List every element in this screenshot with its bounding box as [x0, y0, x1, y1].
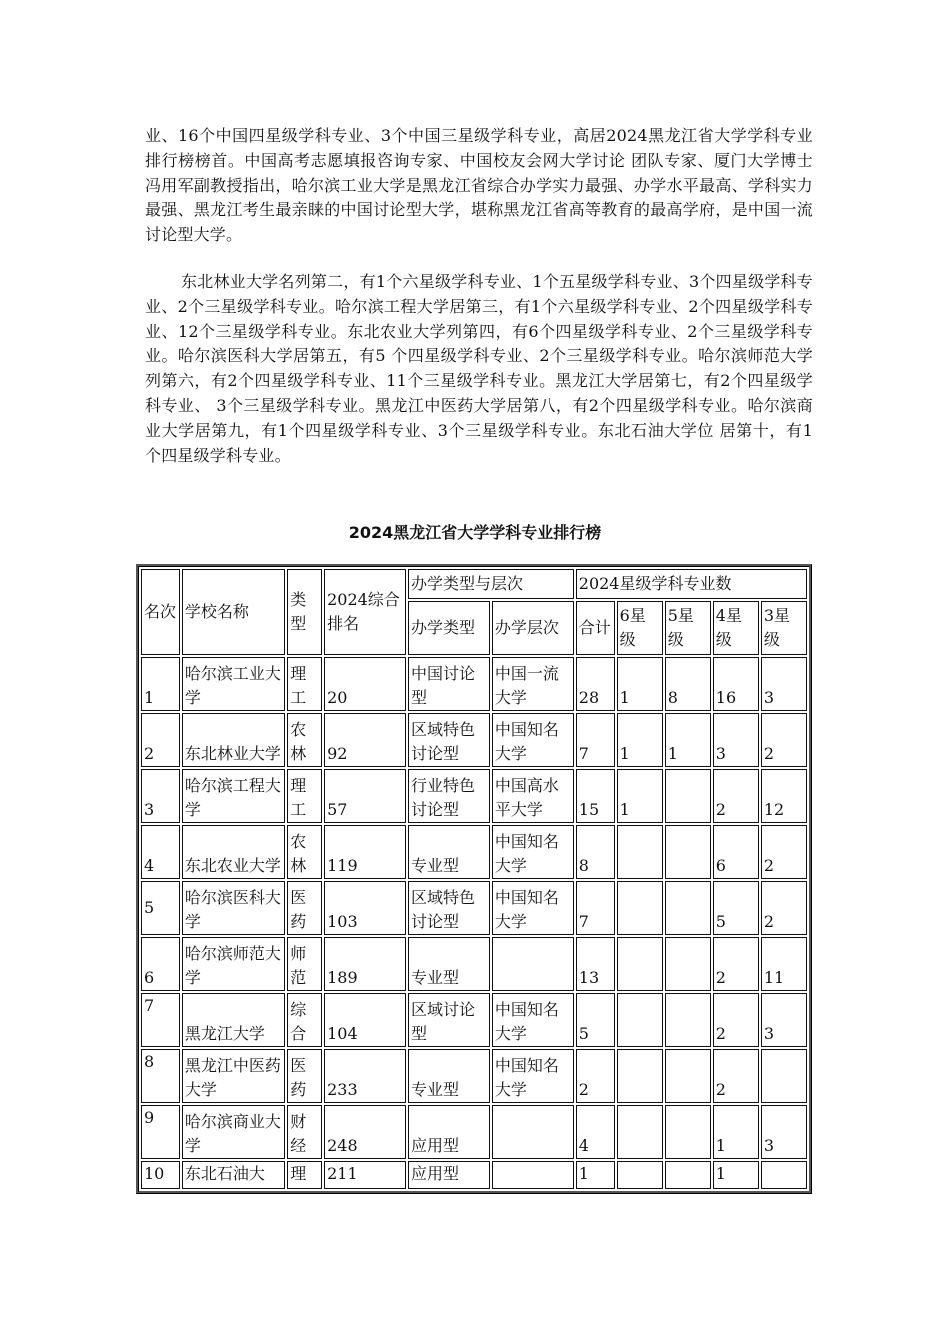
header-star6: 6星级 [617, 601, 663, 655]
cell-star3: 2 [761, 713, 807, 767]
header-run-level: 办学层次 [492, 601, 574, 655]
cell-run-type: 区域特色讨论型 [408, 881, 490, 935]
cell-star5 [665, 1105, 711, 1159]
cell-total: 1 [576, 1161, 615, 1189]
cell-overall: 20 [324, 657, 406, 711]
cell-star6 [617, 937, 663, 991]
cell-star6: 1 [617, 657, 663, 711]
cell-run-level: 中国知名大学 [492, 825, 574, 879]
cell-star3: 11 [761, 937, 807, 991]
intro-paragraph-1: 业、16个中国四星级学科专业、3个中国三星级学科专业，高居2024黑龙江省大学学科专业排行榜榜首。中国高考志愿填报咨询专家、中国校友会网大学讨论 团队专家、厦门大学博士冯用军副教授指出，哈尔滨工业大学是黑龙江省综合办学实力最强、办学水平最高、学科实力最强、黑龙江考生最亲睐的中国讨论型大学，堪称黑龙江省高等教育的最高学府，是中国一流讨论型大学。 [145, 126, 813, 245]
cell-overall: 248 [324, 1105, 406, 1159]
cell-star5 [665, 993, 711, 1047]
cell-star6 [617, 825, 663, 879]
cell-total: 15 [576, 769, 615, 823]
header-row-1 [141, 569, 807, 599]
cell-total: 7 [576, 713, 615, 767]
cell-overall: 119 [324, 825, 406, 879]
intro-paragraph-2: 东北林业大学名列第二，有1个六星级学科专业、1个五星级学科专业、3个四星级学科专业、2个三星级学科专业。哈尔滨工程大学居第三，有1个六星级学科专业、2个四星级学科专业、12个三星级学科专业。东北农业大学列第四，有6个四星级学科专业、2个三星级学科专业。哈尔滨医科大学居第五，有5 个四星级学科专业、2个三星级学科专业。哈尔滨师范大学列第六，有2个四星级学科专业、11个三星级学科专业。黑龙江大学居第七，有2个四星级学科专业、 3个三星级学科专业。黑龙江中医药大学居第八，有2个四星级学科专业。哈尔滨商业大学居第九，有1个四星级学科专业、3个三星级学科专业。东北石油大学位 居第十，有1个四星级学科专业。 [145, 272, 813, 465]
cell-star6: 1 [617, 769, 663, 823]
cell-overall: 211 [324, 1161, 406, 1189]
cell-type: 师范 [287, 937, 322, 991]
cell-school: 哈尔滨师范大学 [182, 937, 285, 991]
cell-overall: 233 [324, 1049, 406, 1103]
cell-rank: 5 [141, 881, 180, 935]
cell-star5 [665, 769, 711, 823]
cell-school: 哈尔滨工程大学 [182, 769, 285, 823]
cell-star5 [665, 881, 711, 935]
cell-star5 [665, 1049, 711, 1103]
header-total: 合计 [576, 601, 615, 655]
cell-star3 [761, 1049, 807, 1103]
cell-run-type: 应用型 [408, 1105, 490, 1159]
cell-total: 28 [576, 657, 615, 711]
table-row [141, 881, 807, 935]
cell-star3: 3 [761, 993, 807, 1047]
cell-total: 7 [576, 881, 615, 935]
cell-run-type: 应用型 [408, 1161, 490, 1189]
cell-run-level: 中国一流大学 [492, 657, 574, 711]
cell-star4: 5 [713, 881, 759, 935]
header-group-star: 2024星级学科专业数 [576, 569, 807, 599]
cell-overall: 92 [324, 713, 406, 767]
table-row [141, 825, 807, 879]
cell-star4: 1 [713, 1161, 759, 1189]
cell-type: 医药 [287, 881, 322, 935]
header-school: 学校名称 [182, 569, 285, 655]
cell-star3: 3 [761, 657, 807, 711]
cell-school: 黑龙江中医药大学 [182, 1049, 285, 1103]
header-star4: 4星级 [713, 601, 759, 655]
table-row [141, 993, 807, 1047]
cell-run-level [492, 937, 574, 991]
cell-school: 哈尔滨商业大学 [182, 1105, 285, 1159]
cell-rank: 7 [141, 993, 180, 1047]
cell-star3: 2 [761, 881, 807, 935]
cell-run-type: 区域特色讨论型 [408, 713, 490, 767]
cell-run-level [492, 1161, 574, 1189]
cell-star4: 2 [713, 937, 759, 991]
cell-type: 农林 [287, 825, 322, 879]
cell-star4: 3 [713, 713, 759, 767]
cell-total: 13 [576, 937, 615, 991]
cell-star6: 1 [617, 713, 663, 767]
header-star5: 5星级 [665, 601, 711, 655]
table-row [141, 1049, 807, 1103]
cell-run-level: 中国知名大学 [492, 713, 574, 767]
cell-overall: 104 [324, 993, 406, 1047]
cell-total: 2 [576, 1049, 615, 1103]
cell-star3: 12 [761, 769, 807, 823]
cell-star5: 1 [665, 713, 711, 767]
cell-run-level [492, 1105, 574, 1159]
cell-type: 农林 [287, 713, 322, 767]
cell-type: 理工 [287, 657, 322, 711]
cell-star5: 8 [665, 657, 711, 711]
header-group-run: 办学类型与层次 [408, 569, 574, 599]
cell-star5 [665, 937, 711, 991]
cell-star5 [665, 825, 711, 879]
cell-rank: 10 [141, 1161, 180, 1189]
cell-school: 东北林业大学 [182, 713, 285, 767]
cell-star6 [617, 1105, 663, 1159]
cell-star4: 6 [713, 825, 759, 879]
cell-star6 [617, 993, 663, 1047]
cell-star6 [617, 1161, 663, 1189]
cell-total: 5 [576, 993, 615, 1047]
header-overall-rank: 2024综合排名 [324, 569, 406, 655]
cell-run-type: 中国讨论型 [408, 657, 490, 711]
cell-star3 [761, 1161, 807, 1189]
cell-type: 理 [287, 1161, 322, 1189]
cell-run-type: 专业型 [408, 1049, 490, 1103]
cell-star4: 2 [713, 1049, 759, 1103]
cell-rank: 9 [141, 1105, 180, 1159]
cell-star4: 2 [713, 769, 759, 823]
cell-type: 财经 [287, 1105, 322, 1159]
cell-star4: 2 [713, 993, 759, 1047]
header-type: 类型 [287, 569, 322, 655]
table-row [141, 769, 807, 823]
cell-overall: 189 [324, 937, 406, 991]
cell-run-type: 区域讨论型 [408, 993, 490, 1047]
header-rank: 名次 [141, 569, 180, 655]
table-row [141, 657, 807, 711]
header-run-type: 办学类型 [408, 601, 490, 655]
cell-run-level: 中国知名大学 [492, 881, 574, 935]
cell-school: 黑龙江大学 [182, 993, 285, 1047]
cell-rank: 3 [141, 769, 180, 823]
cell-run-type: 专业型 [408, 937, 490, 991]
cell-overall: 57 [324, 769, 406, 823]
cell-run-level: 中国高水平大学 [492, 769, 574, 823]
cell-school: 东北石油大 [182, 1161, 285, 1189]
cell-rank: 2 [141, 713, 180, 767]
cell-run-level: 中国知名大学 [492, 1049, 574, 1103]
cell-overall: 103 [324, 881, 406, 935]
cell-type: 医药 [287, 1049, 322, 1103]
cell-run-type: 行业特色讨论型 [408, 769, 490, 823]
cell-rank: 1 [141, 657, 180, 711]
cell-rank: 4 [141, 825, 180, 879]
cell-star4: 1 [713, 1105, 759, 1159]
cell-star6 [617, 1049, 663, 1103]
table-row [141, 713, 807, 767]
table-row [141, 1161, 807, 1189]
table-row [141, 1105, 807, 1159]
cell-rank: 6 [141, 937, 180, 991]
cell-school: 哈尔滨医科大学 [182, 881, 285, 935]
cell-school: 东北农业大学 [182, 825, 285, 879]
cell-school: 哈尔滨工业大学 [182, 657, 285, 711]
cell-star4: 16 [713, 657, 759, 711]
table-title: 2024黑龙江省大学学科专业排行榜 [348, 523, 602, 542]
cell-type: 综合 [287, 993, 322, 1047]
ranking-table [136, 564, 812, 1194]
header-star3: 3星级 [761, 601, 807, 655]
cell-run-type: 专业型 [408, 825, 490, 879]
cell-star5 [665, 1161, 711, 1189]
cell-total: 4 [576, 1105, 615, 1159]
cell-star6 [617, 881, 663, 935]
cell-star3: 2 [761, 825, 807, 879]
cell-star3: 3 [761, 1105, 807, 1159]
table-row [141, 937, 807, 991]
cell-total: 8 [576, 825, 615, 879]
cell-type: 理工 [287, 769, 322, 823]
cell-rank: 8 [141, 1049, 180, 1103]
cell-run-level: 中国知名大学 [492, 993, 574, 1047]
